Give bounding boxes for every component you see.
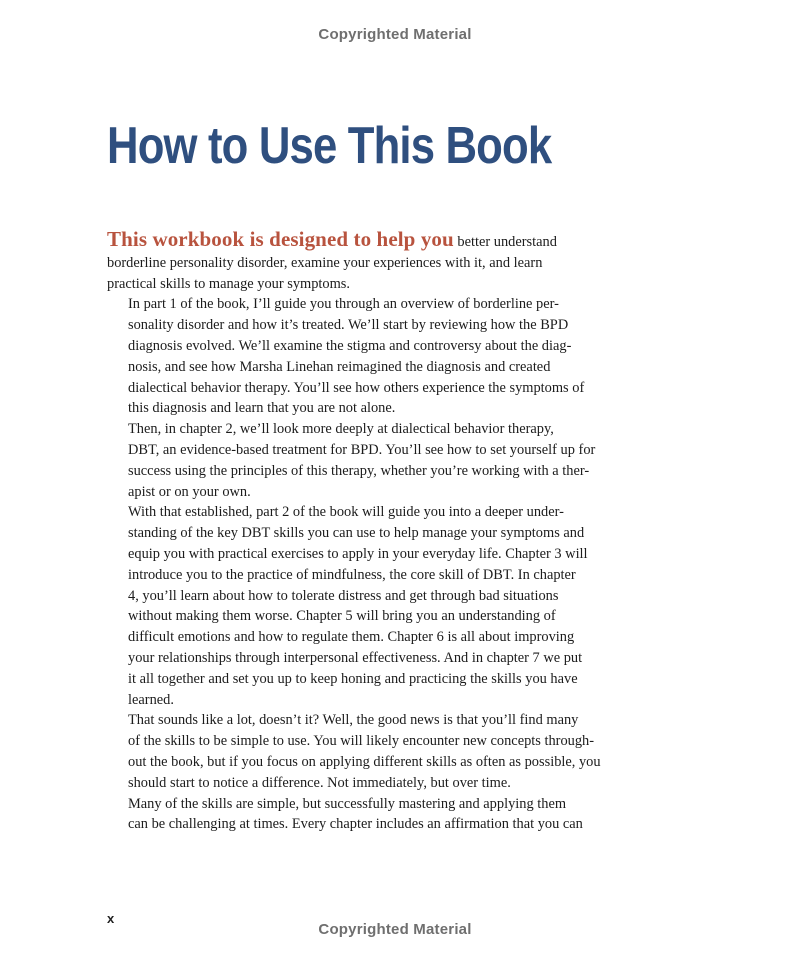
- paragraph: [107, 794, 657, 836]
- text-line: diagnosis evolved. We’ll examine the stigma and controversy about the diag-: [128, 337, 572, 354]
- text-line: In part 1 of the book, I’ll guide you through an overview of borderline per-: [128, 296, 559, 313]
- text-line: standing of the key DBT skills you can use to help manage your symptoms and: [128, 525, 585, 542]
- text-line: this diagnosis and learn that you are not alone.: [128, 400, 396, 417]
- copyright-footer: Copyrighted Material: [318, 921, 472, 938]
- text-line: success using the principles of this therapy, whether you’re working with a ther-: [128, 462, 590, 479]
- text-line: That sounds like a lot, doesn’t it? Well, the good news is that you’ll find many: [128, 712, 579, 729]
- chapter-title: How to Use This Book: [107, 117, 552, 175]
- text-line: With that established, part 2 of the book will guide you into a deeper under-: [128, 504, 564, 521]
- text-line: Then, in chapter 2, we’ll look more deeply at dialectical behavior therapy,: [128, 421, 554, 438]
- text-line: apist or on your own.: [128, 483, 251, 500]
- copyright-header: Copyrighted Material: [318, 26, 472, 43]
- text-line: nosis, and see how Marsha Linehan reimagined the diagnosis and created: [128, 358, 551, 375]
- text-line: learned.: [128, 691, 174, 708]
- text-line: 4, you’ll learn about how to tolerate distress and get through bad situations: [128, 587, 559, 604]
- text-line: out the book, but if you focus on applying different skills as often as possible, you: [128, 753, 601, 770]
- text-line: better understand: [453, 234, 557, 250]
- text-line: dialectical behavior therapy. You’ll see how others experience the symptoms of: [128, 379, 585, 396]
- text-line: of the skills to be simple to use. You will likely encounter new concepts through-: [128, 733, 595, 750]
- page-number: x: [107, 911, 115, 926]
- text-line: borderline personality disorder, examine your experiences with it, and learn: [107, 254, 543, 271]
- text-line: without making them worse. Chapter 5 will bring you an understanding of: [128, 608, 556, 625]
- text-line: Many of the skills are simple, but successfully mastering and applying them: [128, 795, 567, 812]
- paragraph: [107, 294, 657, 419]
- text-line: introduce you to the practice of mindfulness, the core skill of DBT. In chapter: [128, 566, 576, 583]
- text-line: difficult emotions and how to regulate them. Chapter 6 is all about improving: [128, 629, 575, 646]
- paragraph: [107, 710, 657, 793]
- paragraph: [107, 419, 657, 502]
- text-line: equip you with practical exercises to apply in your everyday life. Chapter 3 will: [128, 545, 588, 562]
- lead-in-heading: This workbook is designed to help you: [107, 227, 454, 251]
- text-line: practical skills to manage your symptoms.: [107, 275, 350, 292]
- text-line: can be challenging at times. Every chapter includes an affirmation that you can: [128, 816, 583, 833]
- text-line: DBT, an evidence-based treatment for BPD. You’ll see how to set yourself up for: [128, 441, 596, 458]
- text-line: it all together and set you up to keep honing and practicing the skills you have: [128, 670, 578, 687]
- text-line: sonality disorder and how it’s treated. We’ll start by reviewing how the BPD: [128, 317, 569, 334]
- text-line: your relationships through interpersonal effectiveness. And in chapter 7 we put: [128, 649, 583, 666]
- body-text: [107, 229, 657, 835]
- paragraph-intro: [107, 229, 657, 294]
- text-line: should start to notice a difference. Not immediately, but over time.: [128, 774, 511, 791]
- paragraph: [107, 502, 657, 710]
